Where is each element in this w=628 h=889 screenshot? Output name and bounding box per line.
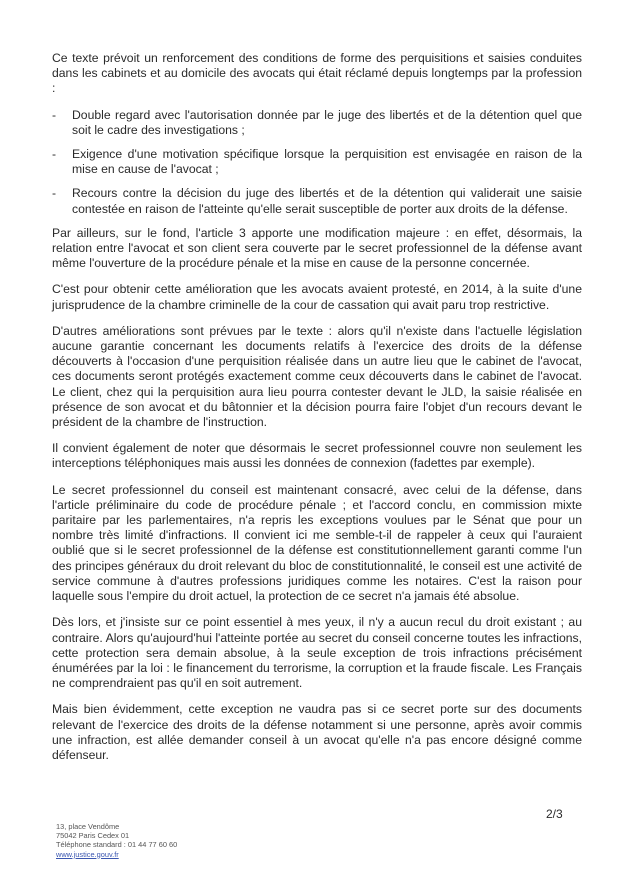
intro-paragraph: Ce texte prévoit un renforcement des conditions de forme des perquisitions et saisies conduites dans les cabinets et au domicile des avocats qui était réclamé depuis longtemps par la profession : — [52, 51, 582, 96]
bullet-text: Double regard avec l'autorisation donnée par le juge des libertés et de la détention quel que soit le cadre des investigations ; — [72, 107, 582, 137]
bullet-dash: - — [52, 147, 57, 162]
body-paragraph: Mais bien évidemment, cette exception ne vaudra pas si ce secret porte sur des documents relevant de l'exercice des droits de la défense notamment si une personne, après avoir commis une infraction, est allée demander conseil à un avocat qu'elle n'a pas encore désigné comme défenseur. — [52, 702, 582, 762]
bullet-dash: - — [52, 107, 57, 122]
body-paragraph: Dès lors, et j'insiste sur ce point essentiel à mes yeux, il n'y a aucun recul du droit existant ; au contraire. Alors qu'aujourd'hui l'atteinte portée au secret du conseil concerne toutes les infractions, cette protection sera demain absolue, à la seule exception de trois infractions précisément énumérées par la loi : le financement du terrorisme, la corruption et la fraude fiscale. Les Français ne comprendraient pas qu'il en soit autrement. — [52, 615, 582, 691]
body-paragraph: D'autres améliorations sont prévues par le texte : alors qu'il n'existe dans l'actuelle législation aucune garantie concernant les documents relatifs à l'exercice des droits de la défense découverts à l'occasion d'une perquisition réalisée dans un autre lieu que le cabinet de l'avocat, ces documents seront protégés exactement comme ceux découverts dans le cabinet de l'avocat. Le client, chez qui la perquisition aura lieu pourra contester devant le JLD, la saisie réalisée en présence de son avocat et du bâtonnier et la décision pourra faire l'objet d'un recours devant le président de la chambre de l'instruction. — [52, 323, 582, 430]
list-item — [52, 186, 582, 216]
footer-address-line: 13, place Vendôme — [56, 822, 120, 831]
letter-body — [52, 51, 582, 774]
body-paragraph: C'est pour obtenir cette amélioration que les avocats avaient protesté, en 2014, à la suite d'une jurisprudence de la chambre criminelle de la cour de cassation qui avait paru trop restrictive. — [52, 282, 582, 312]
footer-phone: Téléphone standard : 01 44 77 60 60 — [56, 840, 178, 850]
bullet-text: Recours contre la décision du juge des libertés et de la détention qui validerait une saisie contestée en raison de l'atteinte qu'elle serait susceptible de porter aux droits de la défense. — [72, 186, 582, 216]
footer-address — [56, 822, 177, 859]
body-paragraph: Il convient également de noter que désormais le secret professionnel couvre non seulement les interceptions téléphoniques mais aussi les données de connexion (fadettes par exemple). — [52, 441, 582, 471]
page-number: 2/3 — [546, 807, 563, 821]
footer-address-line: 75042 Paris Cedex 01 — [56, 831, 130, 841]
list-item — [52, 108, 582, 138]
bullet-list — [52, 108, 582, 217]
footer-website-link[interactable]: www.justice.gouv.fr — [56, 849, 119, 859]
list-item — [52, 147, 582, 177]
bullet-dash: - — [52, 186, 57, 201]
body-paragraph: Le secret professionnel du conseil est maintenant consacré, avec celui de la défense, dans l'article préliminaire du code de procédure pénale ; et l'accord conclu, en commission mixte paritaire par les parlementaires, n'a repris les exceptions voulues par le Sénat que pour un nombre très limité d'infractions. Il convient ici me semble-t-il de rappeler à ceux qui l'auraient oublié que si le secret professionnel de la défense est constitutionnellement garanti comme l'un des principes généraux du droit relevant du bloc de constitutionnalité, le conseil est une activité de service commune à d'autres professions juridiques comme les notaires. C'est la raison pour laquelle sous l'empire du droit actuel, la protection de ce secret n'a jamais été absolue. — [52, 482, 582, 604]
body-paragraph: Par ailleurs, sur le fond, l'article 3 apporte une modification majeure : en effet, désormais, la relation entre l'avocat et son client sera couverte par le secret professionnel de la défense avant même l'ouverture de la procédure pénale et la mise en cause de la personne concernée. — [52, 225, 582, 271]
bullet-text: Exigence d'une motivation spécifique lorsque la perquisition est envisagée en raison de la mise en cause de l'avocat ; — [72, 147, 582, 177]
